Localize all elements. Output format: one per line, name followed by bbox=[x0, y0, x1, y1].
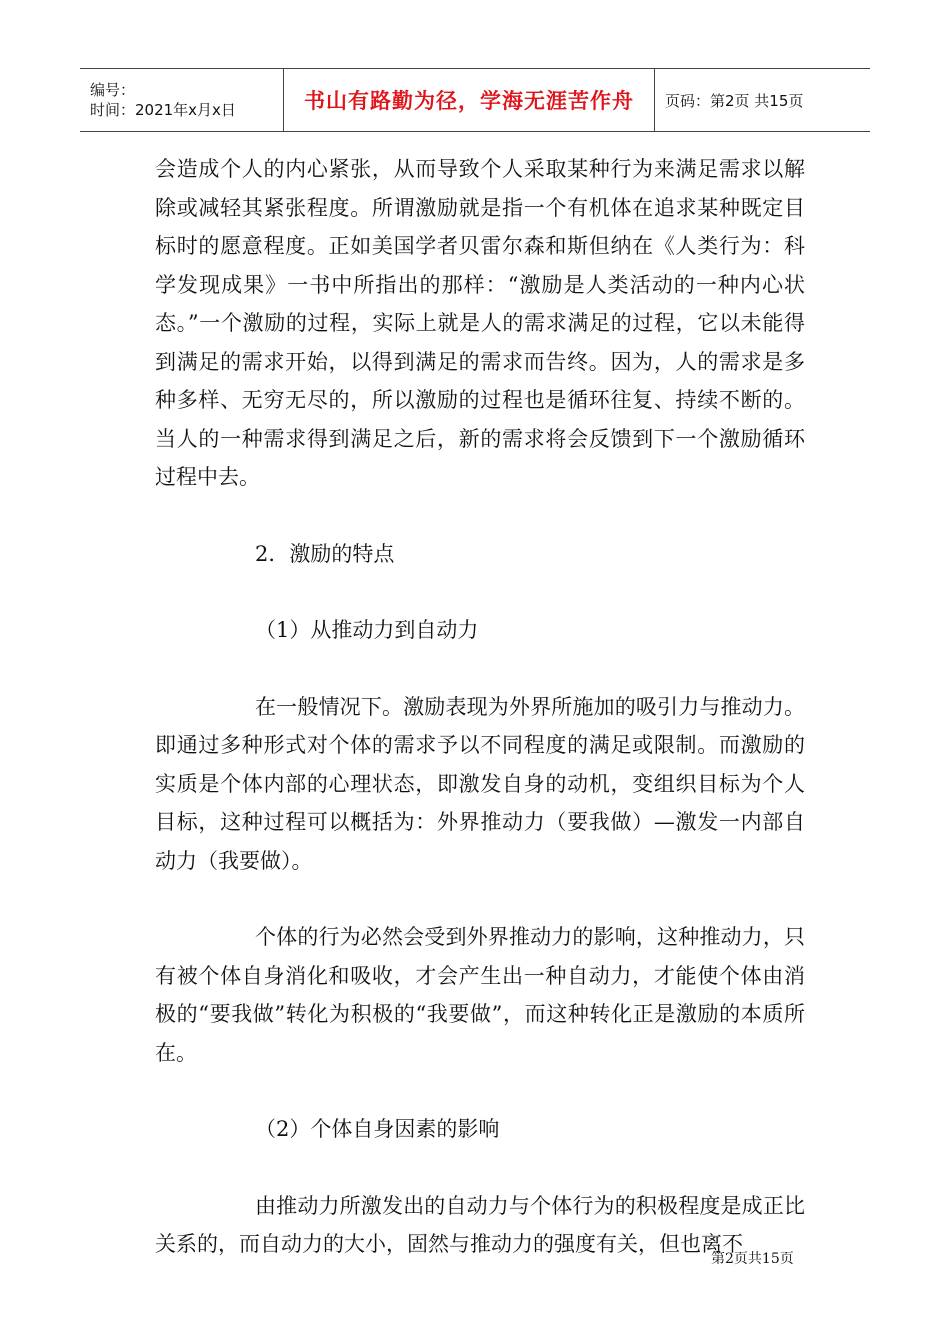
section-heading-2: 2．激励的特点 bbox=[255, 541, 395, 566]
footer-page-number: 第2页共15页 bbox=[711, 1251, 794, 1267]
subsection-heading-2: （2）个体自身因素的影响 bbox=[255, 1117, 500, 1141]
page-info-text: 页码：第2页 共15页 bbox=[665, 91, 804, 110]
page-header bbox=[80, 68, 870, 132]
header-page-info bbox=[655, 69, 870, 131]
motto-text: 书山有路勤为径，学海无涯苦作舟 bbox=[304, 89, 634, 113]
paragraph-1: 会造成个人的内心紧张，从而导致个人采取某种行为来满足需求以解除或减轻其紧张程度。所谓激励就是指一个有机体在追求某种既定目标时的愿意程度。正如美国学者贝雷尔森和斯但纳在《人类行为：科学发现成果》一书中所指出的那样：“激励是人类活动的一种内心状态。”一个激励的过程，实际上就是人的需求满足的过程，它以未能得到满足的需求开始，以得到满足的需求而告终。因为，人的需求是多种多样、无穷无尽的，所以激励的过程也是循环往复、持续不断的。当人的一种需求得到满足之后，新的需求将会反馈到下一个激励循环过程中去。 bbox=[155, 157, 805, 489]
paragraph-3: 个体的行为必然会受到外界推动力的影响，这种推动力，只有被个体自身消化和吸收，才会产生出一种自动力，才能使个体由消极的“要我做”转化为积极的“我要做”，而这种转化正是激励的本质所在。 bbox=[155, 925, 805, 1065]
document-time-label: 时间：2021年x月x日 bbox=[90, 101, 236, 119]
header-motto bbox=[283, 69, 655, 131]
paragraph-4: 由推动力所激发出的自动力与个体行为的积极程度是成正比关系的，而自动力的大小，固然与推动力的强度有关，但也离不 bbox=[155, 1193, 805, 1256]
page-footer bbox=[711, 1248, 794, 1268]
paragraph-2: 在一般情况下。激励表现为外界所施加的吸引力与推动力。即通过多种形式对个体的需求予以不同程度的满足或限制。而激励的实质是个体内部的心理状态，即激发自身的动机，变组织目标为个人目标，这种过程可以概括为：外界推动力（要我做）—激发一内部自动力（我要做）。 bbox=[155, 694, 805, 873]
document-code-label: 编号： bbox=[90, 81, 136, 99]
document-body bbox=[155, 150, 805, 1264]
subsection-heading-1: （1）从推动力到自动力 bbox=[255, 618, 479, 642]
header-meta bbox=[80, 69, 283, 131]
